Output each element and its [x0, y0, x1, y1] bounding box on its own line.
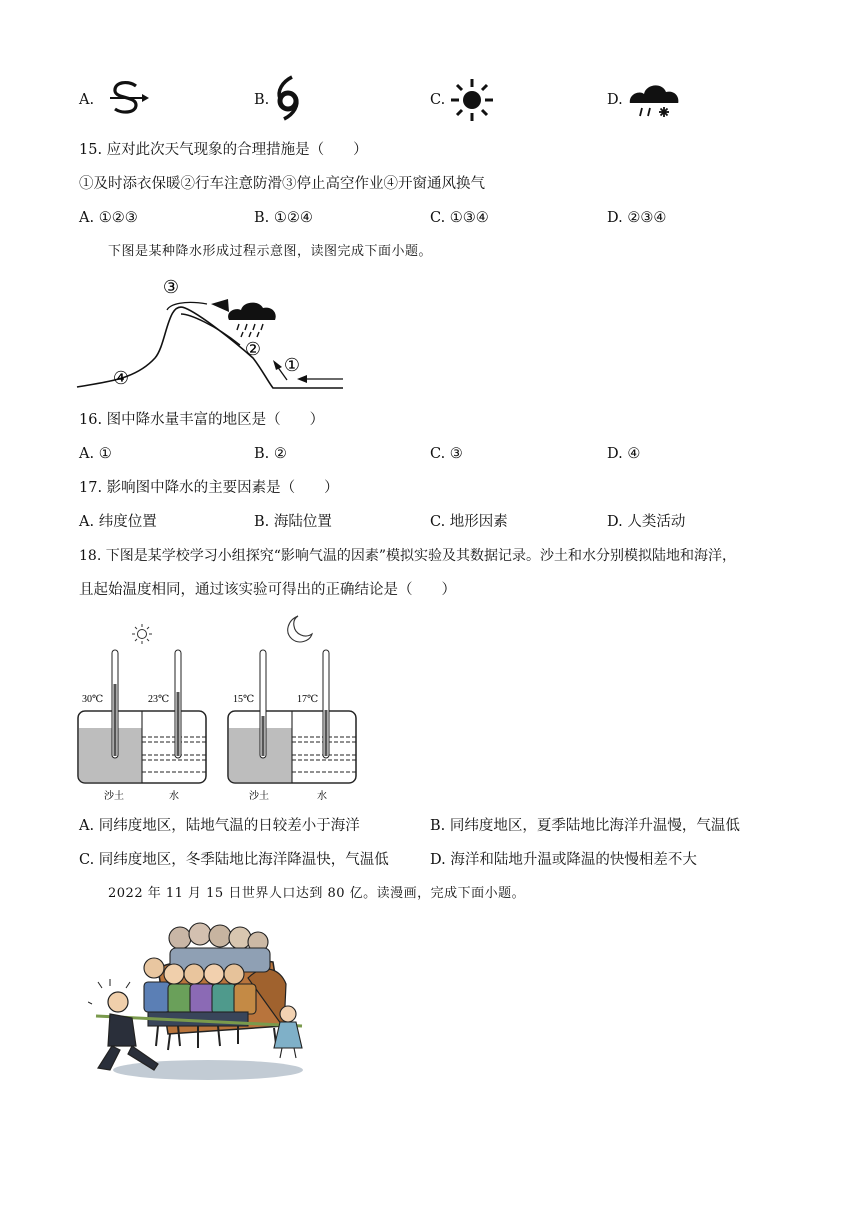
- day-sand-temp: 30℃: [82, 694, 104, 705]
- q15-option-d[interactable]: D. ②③④: [607, 210, 667, 226]
- diagram-label-1: ①: [283, 355, 301, 375]
- q15-option-a[interactable]: A. ①②③: [79, 210, 138, 226]
- q16-option-b[interactable]: B. ②: [254, 446, 287, 462]
- q15-items: ①及时添衣保暖②行车注意防滑③停止高空作业④开窗通风换气: [79, 176, 485, 192]
- diagram-label-4: ④: [112, 368, 130, 388]
- q18-option-b[interactable]: B. 同纬度地区，夏季陆地比海洋升温慢，气温低: [430, 818, 740, 834]
- q14-option-c[interactable]: C.: [430, 92, 446, 108]
- q17-option-c[interactable]: C. 地形因素: [430, 514, 508, 530]
- day-water-label: 水: [169, 791, 179, 802]
- q16-option-c[interactable]: C. ③: [430, 446, 463, 462]
- temperature-experiment-diagram: [76, 612, 366, 804]
- q15-option-b[interactable]: B. ①②④: [254, 210, 313, 226]
- q18-stem-line1: 18. 下图是某学校学习小组探究“影响气温的因素”模拟实验及其数据记录。沙土和水分别模拟陆地和海洋，: [79, 548, 737, 564]
- orographic-rain-diagram: [75, 270, 350, 400]
- night-sand-temp: 15℃: [233, 694, 255, 705]
- q18-option-a[interactable]: A. 同纬度地区，陆地气温的日较差小于海洋: [79, 818, 360, 834]
- diagram-label-2: ②: [244, 339, 262, 359]
- q18-option-c[interactable]: C. 同纬度地区，冬季陆地比海洋降温快，气温低: [79, 852, 389, 868]
- q14-option-d[interactable]: D.: [607, 92, 623, 108]
- q17-option-a[interactable]: A. 纬度位置: [79, 514, 157, 530]
- q17-stem: 17. 影响图中降水的主要因素是（ ）: [79, 480, 339, 496]
- q14-option-a[interactable]: A.: [79, 92, 95, 108]
- sandstorm-icon: [106, 78, 152, 118]
- night-sand-label: 沙土: [249, 791, 269, 802]
- moon-icon: [288, 616, 312, 642]
- q18-option-d[interactable]: D. 海洋和陆地升温或降温的快慢相差不大: [430, 852, 697, 868]
- sun-icon: [132, 624, 152, 644]
- q16-option-d[interactable]: D. ④: [607, 446, 641, 462]
- night-water-temp: 17℃: [297, 694, 319, 705]
- q17-option-d[interactable]: D. 人类活动: [607, 514, 686, 530]
- diagram-label-3: ③: [162, 277, 180, 297]
- population-cartoon: [88, 918, 310, 1086]
- day-sand-label: 沙土: [104, 791, 124, 802]
- typhoon-icon: [272, 74, 304, 122]
- night-water-label: 水: [317, 791, 327, 802]
- sun-icon: [449, 77, 495, 123]
- q15-option-c[interactable]: C. ①③④: [430, 210, 489, 226]
- day-water-temp: 23℃: [148, 694, 170, 705]
- q15-stem: 15. 应对此次天气现象的合理措施是（ ）: [79, 142, 368, 158]
- q18-stem-line2: 且起始温度相同，通过该实验可得出的正确结论是（ ）: [79, 582, 456, 598]
- rain-intro: 下图是某种降水形成过程示意图，读图完成下面小题。: [108, 244, 433, 259]
- sleet-icon: [626, 80, 682, 120]
- q17-option-b[interactable]: B. 海陆位置: [254, 514, 332, 530]
- q16-option-a[interactable]: A. ①: [79, 446, 112, 462]
- population-intro: 2022 年 11 月 15 日世界人口达到 80 亿。读漫画，完成下面小题。: [108, 886, 526, 901]
- q14-option-b[interactable]: B.: [254, 92, 270, 108]
- q16-stem: 16. 图中降水量丰富的地区是（ ）: [79, 412, 325, 428]
